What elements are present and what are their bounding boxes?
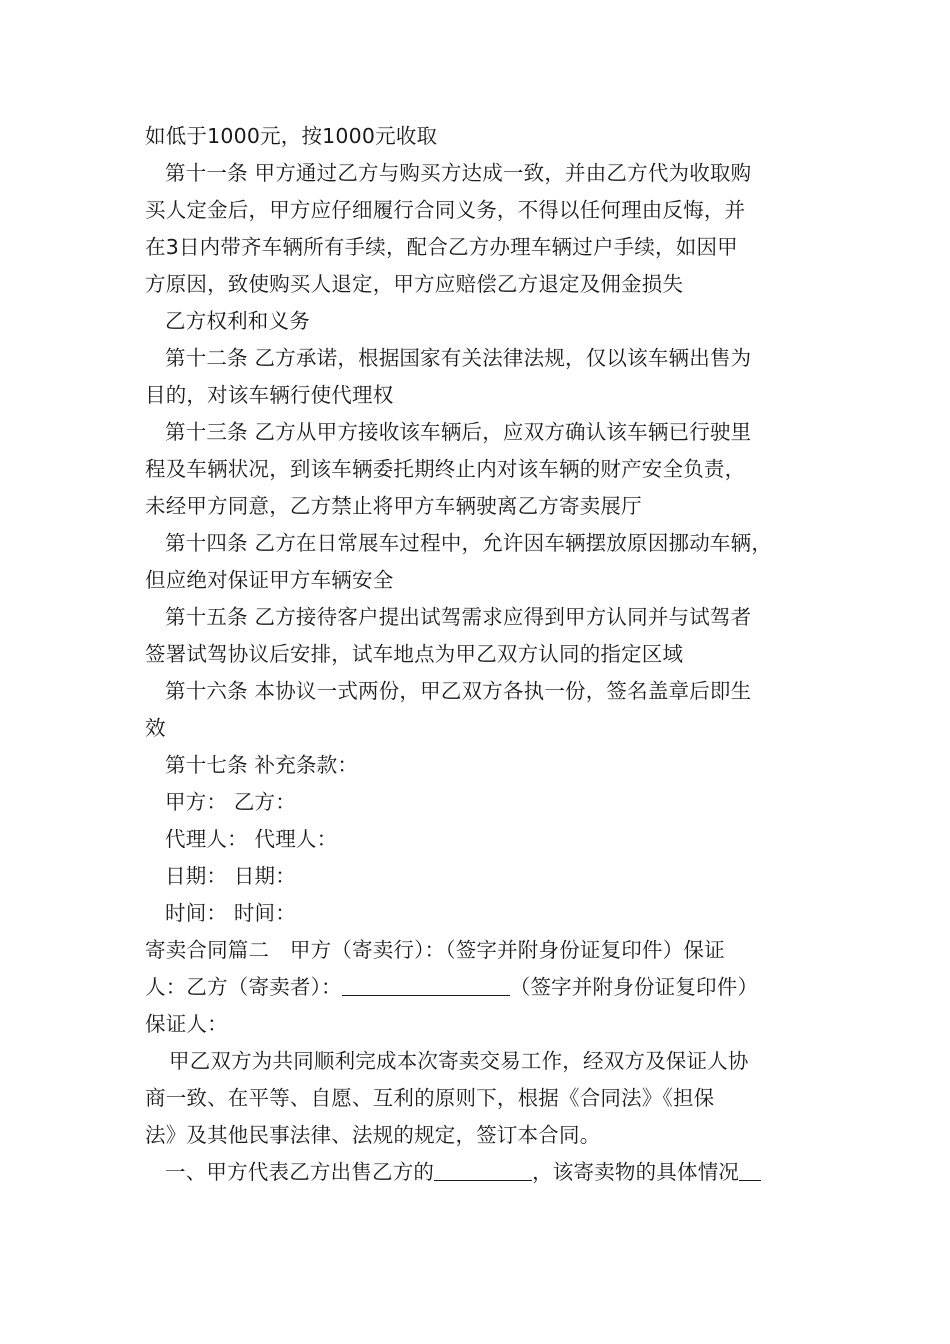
clause-15-line: 第十五条 乙方接待客户提出试驾需求应得到甲方认同并与试驾者 xyxy=(165,605,752,629)
paragraph-line: 程及车辆状况，到该车辆委托期终止内对该车辆的财产安全负责， xyxy=(145,457,746,481)
paragraph-line xyxy=(145,969,815,1006)
article-one-continued: ，该寄卖物的具体情况 xyxy=(532,1160,740,1184)
party-b-label: 人：乙方（寄卖者）： xyxy=(145,975,342,999)
paragraph-line: 方原因，致使购买人退定，甲方应赔偿乙方退定及佣金损失 xyxy=(145,272,684,296)
preamble-line: 甲乙双方为共同顺利完成本次寄卖交易工作，经双方及保证人协 xyxy=(169,1049,749,1073)
article-one-line xyxy=(145,1154,815,1191)
paragraph-line: 未经甲方同意，乙方禁止将甲方车辆驶离乙方寄卖展厅 xyxy=(145,494,642,518)
paragraph-line: 目的，对该车辆行使代理权 xyxy=(145,383,394,407)
guarantor-line: 保证人： xyxy=(145,1012,228,1036)
paragraph-line: 效 xyxy=(145,716,166,740)
paragraph-line: 在3日内带齐车辆所有手续，配合乙方办理车辆过户手续，如因甲 xyxy=(145,235,738,259)
paragraph-line: 但应绝对保证甲方车辆安全 xyxy=(145,568,394,592)
signature-note: （签字并附身份证复印件） xyxy=(509,975,759,999)
clause-17-line: 第十七条 补充条款： xyxy=(165,753,359,777)
paragraph-line: 商一致、在平等、自愿、互利的原则下，根据《合同法》《担保 xyxy=(145,1086,715,1110)
paragraph-line: 签署试驾协议后安排，试车地点为甲乙双方认同的指定区域 xyxy=(145,642,684,666)
paragraph-line: 如低于1000元，按1000元收取 xyxy=(145,124,438,148)
signature-agent-line: 代理人： 代理人： xyxy=(165,827,338,851)
paragraph-line: 买人定金后，甲方应仔细履行合同义务，不得以任何理由反悔，并 xyxy=(145,198,746,222)
section-heading: 乙方权利和义务 xyxy=(165,309,310,333)
document-body xyxy=(145,118,815,1191)
fill-in-blank xyxy=(342,973,510,996)
clause-16-line: 第十六条 本协议一式两份，甲乙双方各执一份，签名盖章后即生 xyxy=(165,679,752,703)
contract-two-heading: 寄卖合同篇二 甲方（寄卖行）：（签字并附身份证复印件）保证 xyxy=(145,938,725,962)
signature-date-line: 日期： 日期： xyxy=(165,864,296,888)
clause-12-line: 第十二条 乙方承诺，根据国家有关法律法规，仅以该车辆出售为 xyxy=(165,346,752,370)
article-one-text: 一、甲方代表乙方出售乙方的 xyxy=(165,1160,435,1184)
signature-time-line: 时间： 时间： xyxy=(165,901,296,925)
clause-13-line: 第十三条 乙方从甲方接收该车辆后，应双方确认该车辆已行驶里 xyxy=(165,420,752,444)
clause-14-line: 第十四条 乙方在日常展车过程中，允许因车辆摆放原因挪动车辆， xyxy=(165,531,773,555)
signature-party-line: 甲方： 乙方： xyxy=(165,790,296,814)
clause-11-line: 第十一条 甲方通过乙方与购买方达成一致，并由乙方代为收取购 xyxy=(165,161,752,185)
fill-in-blank xyxy=(434,1158,532,1181)
paragraph-line: 法》及其他民事法律、法规的规定，签订本合同。 xyxy=(145,1123,601,1147)
fill-in-blank xyxy=(739,1158,761,1181)
